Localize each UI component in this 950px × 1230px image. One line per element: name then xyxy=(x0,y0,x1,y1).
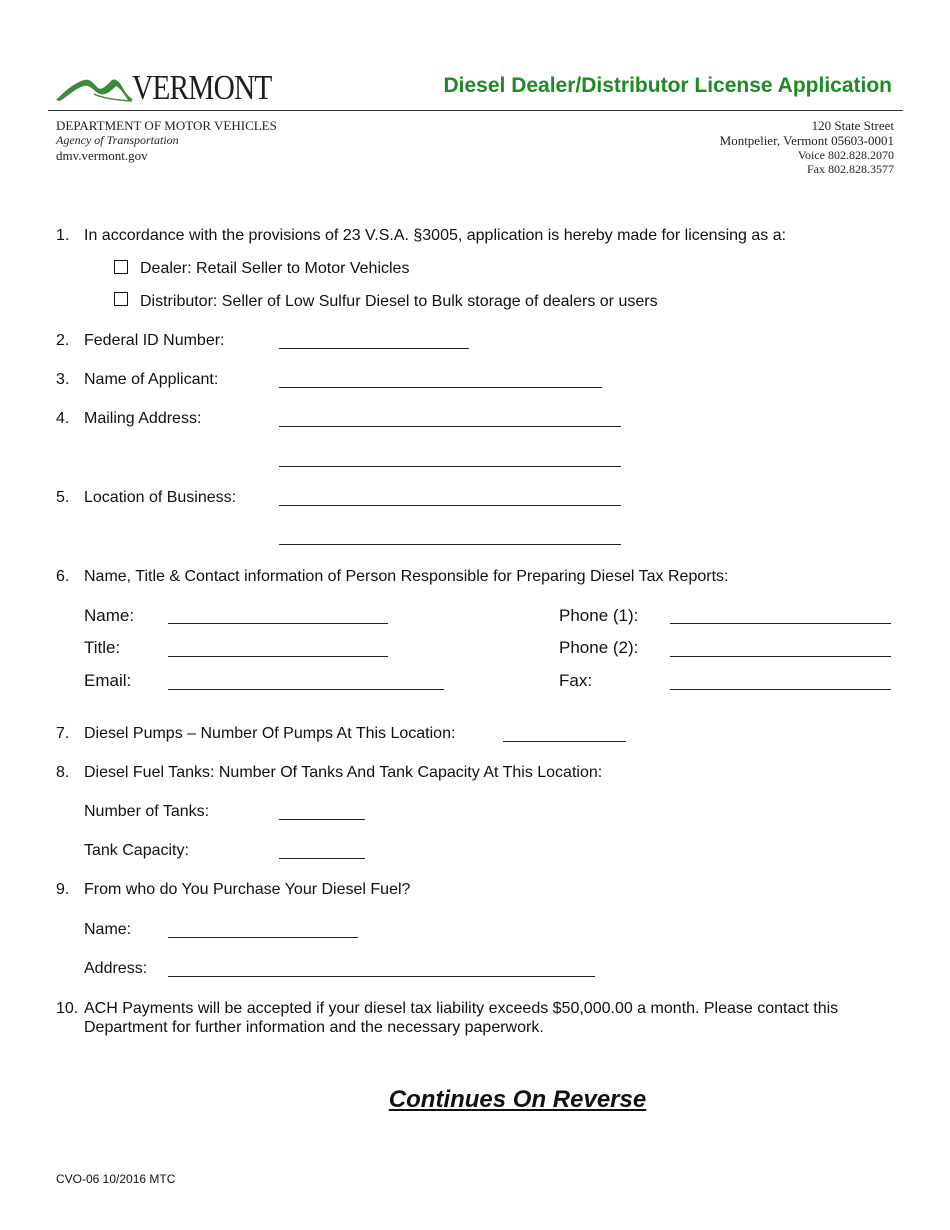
contact-name-field[interactable] xyxy=(168,623,388,624)
tank-capacity-field[interactable] xyxy=(279,858,365,859)
contact-title-field[interactable] xyxy=(168,656,388,657)
q6-number: 6. xyxy=(56,568,70,585)
number-of-tanks-field[interactable] xyxy=(279,819,365,820)
q8-number: 8. xyxy=(56,764,70,781)
q1-text: In accordance with the provisions of 23 V.S.A. §3005, application is hereby made for licensing as a: xyxy=(84,227,787,244)
agency-name: Agency of Transportation xyxy=(56,133,179,147)
q7-number: 7. xyxy=(56,725,70,742)
city-address: Montpelier, Vermont 05603-0001 xyxy=(719,133,894,148)
address-block xyxy=(720,118,894,176)
supplier-address-label: Address: xyxy=(84,960,148,977)
applicant-name-label: Name of Applicant: xyxy=(84,371,219,388)
contact-phone1-field[interactable] xyxy=(670,623,891,624)
distributor-checkbox[interactable] xyxy=(114,292,128,306)
q5-number: 5. xyxy=(56,489,70,506)
number-of-tanks-label: Number of Tanks: xyxy=(84,803,210,820)
q6-text: Name, Title & Contact information of Person Responsible for Preparing Diesel Tax Reports: xyxy=(84,568,729,585)
contact-phone2-field[interactable] xyxy=(670,656,891,657)
q10-text-line2: Department for further information and the necessary paperwork. xyxy=(84,1019,544,1036)
supplier-name-field[interactable] xyxy=(168,937,358,938)
dealer-checkbox[interactable] xyxy=(114,260,128,274)
q9-number: 9. xyxy=(56,881,70,898)
supplier-address-field[interactable] xyxy=(168,976,595,977)
vermont-logo xyxy=(54,70,276,106)
q9-text: From who do You Purchase Your Diesel Fuel? xyxy=(84,881,411,898)
diesel-pumps-field[interactable] xyxy=(503,741,626,742)
department-name: DEPARTMENT OF MOTOR VEHICLES xyxy=(56,118,277,133)
vermont-logo-text: VERMONT xyxy=(132,68,272,107)
contact-fax-label: Fax: xyxy=(559,671,593,690)
contact-title-label: Title: xyxy=(84,638,121,657)
business-location-field-2[interactable] xyxy=(279,544,621,545)
distributor-option-label: Distributor: Seller of Low Sulfur Diesel to Bulk storage of dealers or users xyxy=(140,293,658,310)
page-title: Diesel Dealer/Distributor License Application xyxy=(443,74,892,97)
contact-phone2-label: Phone (2): xyxy=(559,638,639,657)
form-code: CVO-06 10/2016 MTC xyxy=(56,1172,176,1186)
q10-text-line1: ACH Payments will be accepted if your diesel tax liability exceeds $50,000.00 a month. Please contact this xyxy=(84,1000,839,1017)
contact-phone1-label: Phone (1): xyxy=(559,606,639,625)
website: dmv.vermont.gov xyxy=(56,148,148,163)
federal-id-field[interactable] xyxy=(279,348,469,349)
voice-number: Voice 802.828.2070 xyxy=(797,148,894,162)
department-block xyxy=(56,118,277,163)
street-address: 120 State Street xyxy=(811,118,894,133)
q3-number: 3. xyxy=(56,371,70,388)
federal-id-label: Federal ID Number: xyxy=(84,332,225,349)
contact-fax-field[interactable] xyxy=(670,689,891,690)
q4-number: 4. xyxy=(56,410,70,427)
q8-text: Diesel Fuel Tanks: Number Of Tanks And Tank Capacity At This Location: xyxy=(84,764,603,781)
q10-number: 10. xyxy=(56,1000,79,1017)
mailing-address-field-1[interactable] xyxy=(279,426,621,427)
continues-on-reverse: Continues On Reverse xyxy=(388,1086,647,1113)
business-location-field-1[interactable] xyxy=(279,505,621,506)
dealer-option-label: Dealer: Retail Seller to Motor Vehicles xyxy=(140,260,410,277)
header-divider xyxy=(48,110,903,111)
diesel-pumps-label: Diesel Pumps – Number Of Pumps At This Location: xyxy=(84,725,456,742)
q1-number: 1. xyxy=(56,227,70,244)
contact-name-label: Name: xyxy=(84,606,135,625)
mailing-address-field-2[interactable] xyxy=(279,466,621,467)
business-location-label: Location of Business: xyxy=(84,489,237,506)
mailing-address-label: Mailing Address: xyxy=(84,410,202,427)
applicant-name-field[interactable] xyxy=(279,387,602,388)
vermont-mountain-icon xyxy=(54,70,134,106)
supplier-name-label: Name: xyxy=(84,921,132,938)
fax-number: Fax 802.828.3577 xyxy=(807,162,894,176)
q2-number: 2. xyxy=(56,332,70,349)
contact-email-label: Email: xyxy=(84,671,132,690)
tank-capacity-label: Tank Capacity: xyxy=(84,842,189,859)
contact-email-field[interactable] xyxy=(168,689,444,690)
